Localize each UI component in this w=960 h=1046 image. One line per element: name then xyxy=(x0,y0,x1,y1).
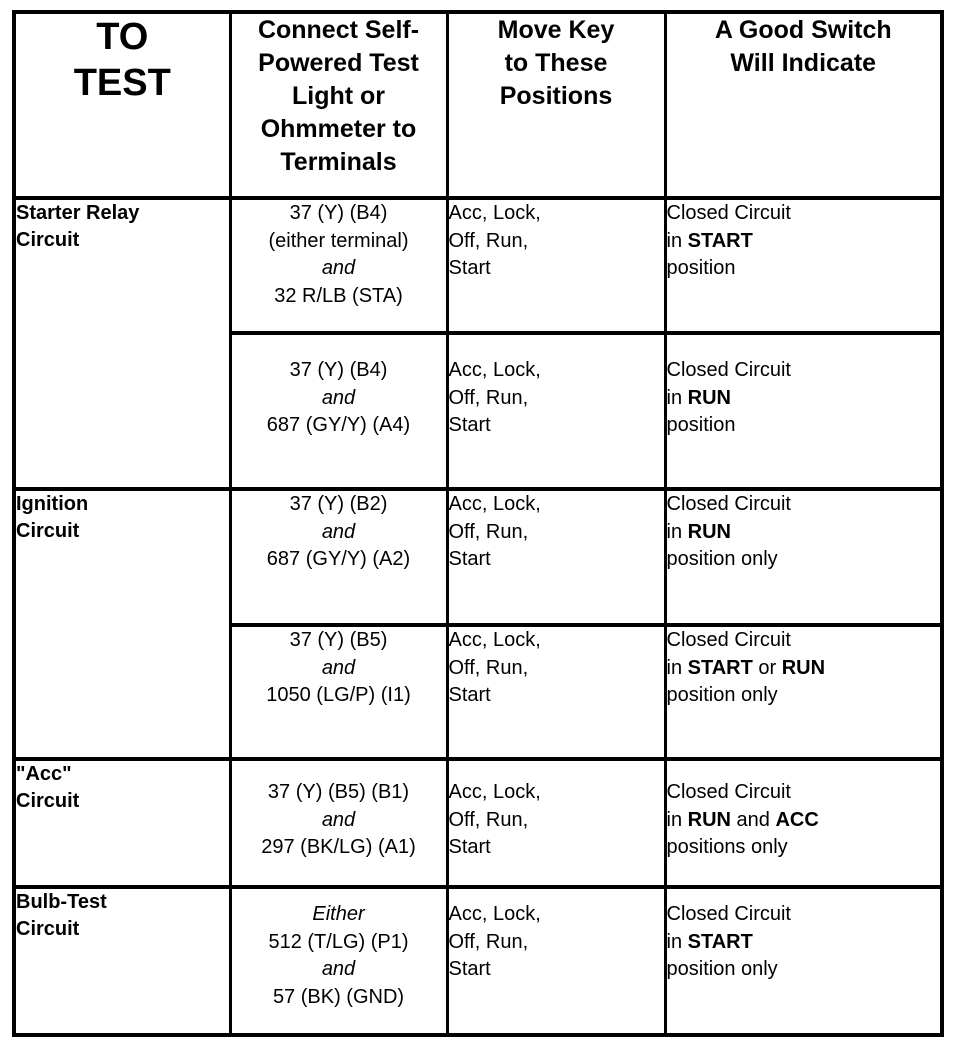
positions-cell xyxy=(447,625,665,759)
position-line: Start xyxy=(448,958,491,980)
result-line xyxy=(667,929,941,957)
result-cell xyxy=(665,198,942,333)
circuit-name-line: Circuit xyxy=(16,520,80,542)
switch-test-table xyxy=(12,10,944,1037)
terminal-conjunction: and xyxy=(321,656,356,679)
terminals-cell xyxy=(230,198,447,333)
terminal-line: 37 (Y) (B4) xyxy=(289,359,388,381)
positions-cell xyxy=(447,333,665,489)
terminal-line: 37 (Y) (B4) xyxy=(289,202,388,224)
result-bold: RUN xyxy=(687,808,731,831)
result-line xyxy=(667,228,941,256)
circuit-name-line: "Acc" xyxy=(16,763,72,785)
result-line xyxy=(667,655,941,683)
header-move-line: to These xyxy=(504,49,608,77)
result-mid: or xyxy=(752,656,782,679)
position-line: Acc, Lock, xyxy=(448,629,541,651)
result-bold: START xyxy=(687,229,753,252)
header-connect-line: Light or xyxy=(291,82,386,110)
position-line: Acc, Lock, xyxy=(448,493,541,515)
terminal-line: 37 (Y) (B5) xyxy=(289,629,388,651)
result-bold: START xyxy=(687,656,753,679)
header-connect-line: Powered Test xyxy=(258,49,419,77)
position-line: Off, Run, xyxy=(448,520,529,543)
position-line: Acc, Lock, xyxy=(448,781,541,803)
circuit-name-line: Circuit xyxy=(16,229,80,251)
result-line: position xyxy=(666,414,736,436)
result-line: Closed Circuit xyxy=(666,903,791,925)
result-cell xyxy=(665,333,942,489)
circuit-name-line: Bulb-Test xyxy=(16,891,107,913)
result-line xyxy=(667,807,941,835)
result-cell xyxy=(665,489,942,625)
result-prefix: in xyxy=(666,808,688,831)
position-line: Off, Run, xyxy=(448,656,529,679)
result-prefix: in xyxy=(666,520,688,543)
circuit-cell xyxy=(14,198,230,489)
positions-cell xyxy=(447,759,665,887)
header-good-switch xyxy=(665,12,942,198)
result-line: position only xyxy=(666,684,778,706)
result-line xyxy=(667,385,941,413)
terminal-conjunction: and xyxy=(321,520,356,543)
result-cell xyxy=(665,887,942,1035)
position-line: Start xyxy=(448,548,491,570)
header-to-test xyxy=(14,12,230,198)
result-line xyxy=(667,519,941,547)
result-mid: and xyxy=(730,808,776,831)
header-connect-line: Connect Self- xyxy=(257,16,420,44)
result-cell xyxy=(665,759,942,887)
circuit-cell xyxy=(14,759,230,887)
result-bold: RUN xyxy=(687,386,731,409)
result-bold: RUN xyxy=(781,656,826,679)
terminal-line: 1050 (LG/P) (I1) xyxy=(266,684,411,706)
position-line: Off, Run, xyxy=(448,808,529,831)
result-prefix: in xyxy=(666,386,688,409)
terminal-line: 512 (T/LG) (P1) xyxy=(268,930,409,953)
header-row xyxy=(14,12,942,198)
result-cell xyxy=(665,625,942,759)
table-row xyxy=(14,198,942,333)
header-connect-line: Ohmmeter to xyxy=(260,115,417,143)
result-line: Closed Circuit xyxy=(666,493,791,515)
result-line: position only xyxy=(666,958,778,980)
result-prefix: in xyxy=(666,930,688,953)
result-line: Closed Circuit xyxy=(666,202,791,224)
terminal-conjunction: and xyxy=(321,386,356,409)
header-move-line: Positions xyxy=(499,82,613,110)
terminal-conjunction: and xyxy=(321,958,356,980)
result-prefix: in xyxy=(666,229,688,252)
positions-cell xyxy=(447,489,665,625)
result-line: Closed Circuit xyxy=(666,629,791,651)
result-line: positions only xyxy=(666,836,788,858)
terminal-line: 37 (Y) (B2) xyxy=(289,493,388,515)
terminals-cell xyxy=(230,333,447,489)
circuit-name-line: Circuit xyxy=(16,918,80,940)
terminals-cell xyxy=(230,489,447,625)
result-bold: ACC xyxy=(775,808,819,831)
terminal-line: 687 (GY/Y) (A2) xyxy=(266,548,411,570)
terminal-line: 687 (GY/Y) (A4) xyxy=(266,414,411,436)
position-line: Start xyxy=(448,836,491,858)
terminal-line: (either terminal) xyxy=(268,229,409,252)
circuit-cell xyxy=(14,887,230,1035)
result-line: position only xyxy=(666,548,778,570)
result-line: Closed Circuit xyxy=(666,359,791,381)
table-row xyxy=(14,489,942,625)
result-line: Closed Circuit xyxy=(666,781,791,803)
header-move-key xyxy=(447,12,665,198)
position-line: Start xyxy=(448,684,491,706)
header-good-line: A Good Switch xyxy=(714,16,892,44)
circuit-name-line: Circuit xyxy=(16,790,80,812)
table-row xyxy=(14,759,942,887)
position-line: Off, Run, xyxy=(448,229,529,252)
result-bold: START xyxy=(687,930,753,953)
header-move-line: Move Key xyxy=(497,16,615,44)
header-connect xyxy=(230,12,447,198)
terminals-cell xyxy=(230,887,447,1035)
result-bold: RUN xyxy=(687,520,731,543)
terminal-conjunction: and xyxy=(321,257,356,279)
terminal-either: Either xyxy=(312,903,365,925)
circuit-cell xyxy=(14,489,230,759)
terminals-cell xyxy=(230,759,447,887)
header-to-test-line: TEST xyxy=(73,62,171,104)
terminal-conjunction: and xyxy=(321,808,356,831)
position-line: Acc, Lock, xyxy=(448,202,541,224)
positions-cell xyxy=(447,887,665,1035)
position-line: Off, Run, xyxy=(448,930,529,953)
result-line: position xyxy=(666,257,736,279)
terminal-line: 297 (BK/LG) (A1) xyxy=(261,836,416,858)
terminal-line: 32 R/LB (STA) xyxy=(274,284,403,307)
position-line: Acc, Lock, xyxy=(448,359,541,381)
circuit-name-line: Ignition xyxy=(16,493,89,515)
switch-test-table-sheet xyxy=(12,10,940,1033)
header-connect-line: Terminals xyxy=(280,148,397,176)
result-prefix: in xyxy=(666,656,688,679)
position-line: Off, Run, xyxy=(448,386,529,409)
header-good-line: Will Indicate xyxy=(730,49,877,77)
position-line: Start xyxy=(448,414,491,436)
terminal-line: 57 (BK) (GND) xyxy=(272,985,405,1008)
terminal-line: 37 (Y) (B5) (B1) xyxy=(267,781,410,803)
position-line: Acc, Lock, xyxy=(448,903,541,925)
positions-cell xyxy=(447,198,665,333)
header-to-test-line: TO xyxy=(96,16,149,58)
terminals-cell xyxy=(230,625,447,759)
circuit-name-line: Starter Relay xyxy=(16,202,140,224)
table-row xyxy=(14,887,942,1035)
position-line: Start xyxy=(448,257,491,279)
